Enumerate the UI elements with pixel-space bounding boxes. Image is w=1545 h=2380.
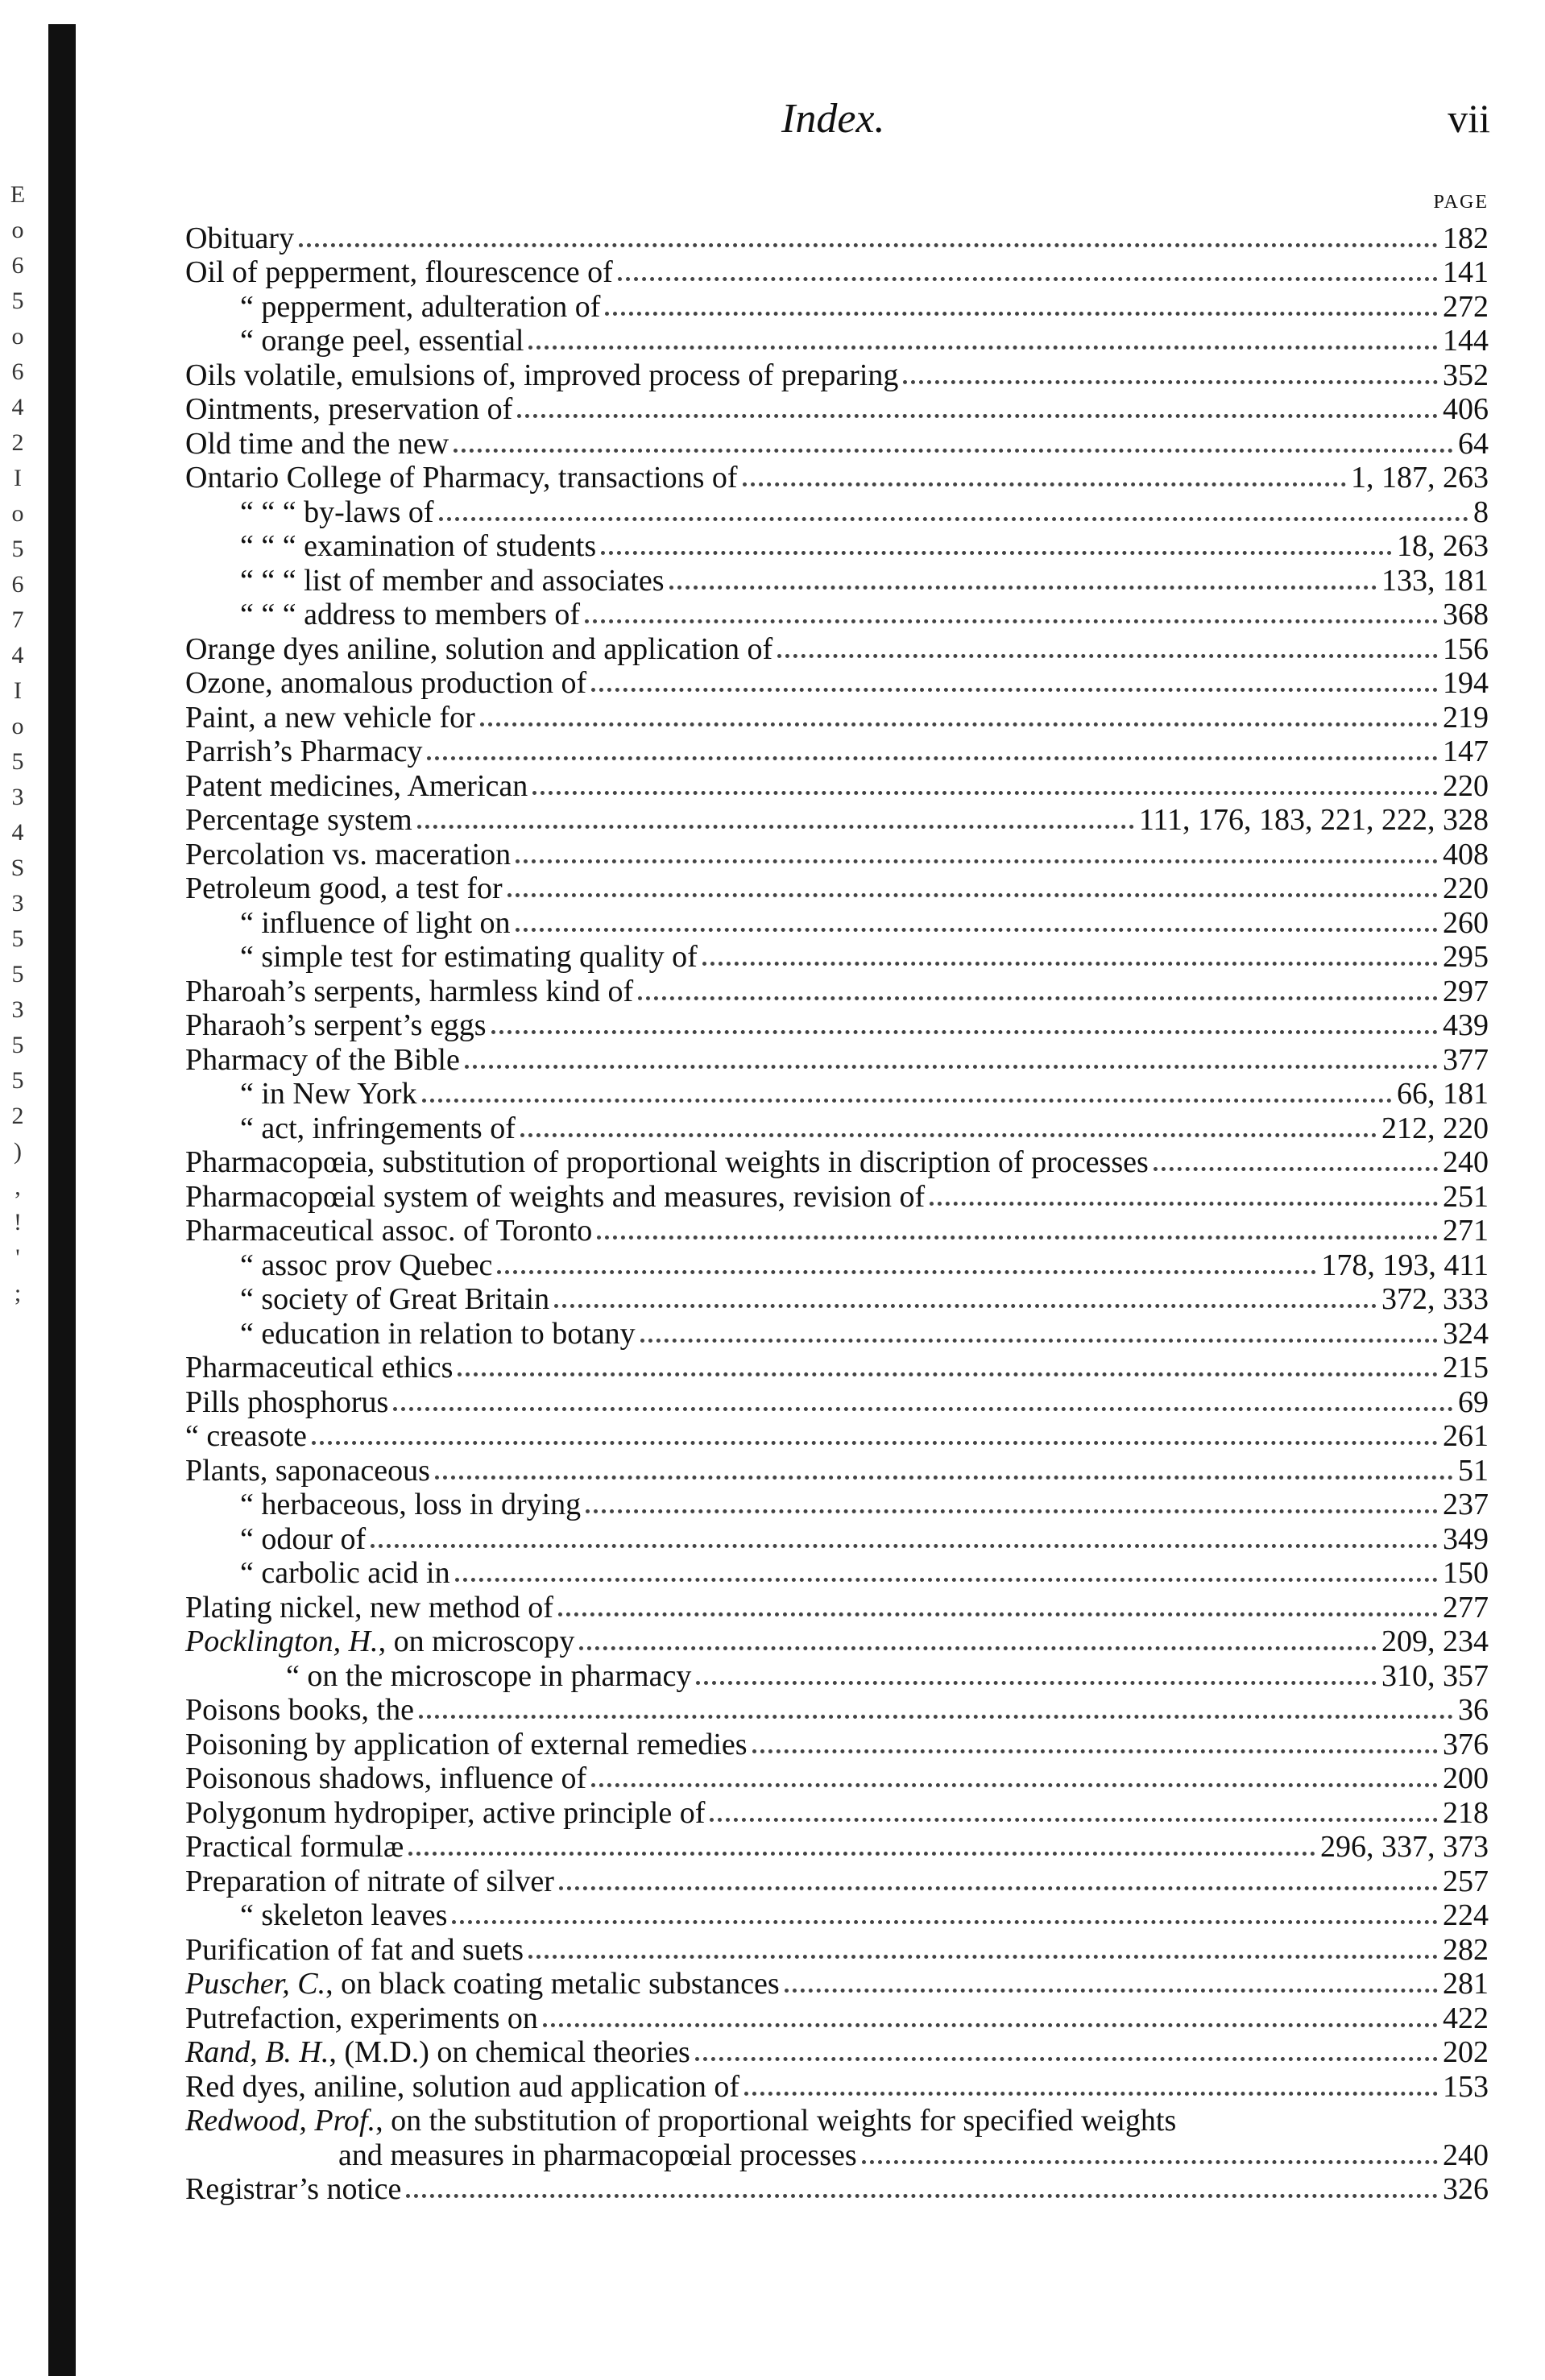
entry-pages: 251 <box>1443 1179 1489 1214</box>
bleed-char: o <box>11 323 24 350</box>
index-entry <box>185 735 1489 769</box>
entry-pages: 218 <box>1443 1795 1489 1830</box>
entry-text: “ skeleton leaves <box>240 1898 448 1932</box>
entry-pages: 310, 357 <box>1381 1658 1489 1693</box>
dot-leader <box>516 928 1438 932</box>
entry-pages: 376 <box>1443 1727 1489 1761</box>
dot-leader <box>558 1612 1438 1616</box>
entry-text: “ simple test for estimating quality of <box>240 940 698 974</box>
entry-pages: 368 <box>1443 598 1489 631</box>
entry-text: Percentage system <box>185 803 412 837</box>
entry-text: Purification of fat and suets <box>185 1932 524 1967</box>
index-entry <box>185 255 1489 290</box>
entry-text: Redwood, Prof., on the substitution of proportional weights for specified weights <box>185 2104 1177 2138</box>
entry-text: Plants, saponaceous <box>185 1453 430 1488</box>
entry-text: Percolation vs. maceration <box>185 837 512 871</box>
entry-pages: 133, 181 <box>1381 563 1489 598</box>
dot-leader <box>743 482 1346 486</box>
entry-pages: 51 <box>1458 1453 1489 1488</box>
margin-bleed-characters <box>0 177 35 1311</box>
dot-leader <box>452 1920 1438 1924</box>
entry-text: Petroleum good, a test for <box>185 871 503 905</box>
bleed-char: 3 <box>11 890 24 917</box>
entry-pages: 237 <box>1443 1488 1489 1521</box>
dot-leader <box>299 243 1438 247</box>
index-entry <box>185 700 1489 735</box>
bleed-char: o <box>11 217 24 243</box>
dot-leader <box>480 722 1438 726</box>
index-entry <box>185 1385 1489 1419</box>
entry-text: “ education in relation to botany <box>240 1316 636 1351</box>
index-entry <box>185 871 1489 906</box>
index-entry <box>185 392 1489 427</box>
entry-text: Pocklington, H., on microscopy <box>185 1625 575 1658</box>
entry-pages: 282 <box>1443 1932 1489 1967</box>
entry-pages: 150 <box>1443 1556 1489 1590</box>
dot-leader <box>605 312 1438 316</box>
entry-text: “ society of Great Britain <box>240 1282 550 1316</box>
entry-text: Oils volatile, emulsions of, improved process of preparing <box>185 358 899 392</box>
entry-text: Pharmacy of the Bible <box>185 1042 460 1077</box>
index-entry <box>185 631 1489 666</box>
index-entry <box>185 1282 1489 1317</box>
dot-leader <box>903 380 1438 384</box>
entry-text: Pharmacopœial system of weights and measures, revision of <box>185 1179 926 1214</box>
dot-leader <box>554 1304 1377 1308</box>
running-title: Index. <box>781 96 885 142</box>
bleed-char: ) <box>14 1138 22 1165</box>
entry-text: “ pepperment, adulteration of <box>240 289 601 324</box>
entry-pages: 215 <box>1443 1351 1489 1385</box>
dot-leader <box>585 619 1438 623</box>
entry-pages: 69 <box>1458 1385 1489 1419</box>
index-entry <box>185 1727 1489 1761</box>
entry-pages: 377 <box>1443 1042 1489 1077</box>
index-entry <box>185 598 1489 632</box>
index-entry <box>185 837 1489 871</box>
bleed-char: , <box>14 1173 21 1200</box>
entry-text: “ influence of light on <box>240 905 511 940</box>
index-entry <box>185 2172 1489 2207</box>
index-entry <box>185 1145 1489 1180</box>
entry-pages: 194 <box>1443 666 1489 700</box>
entry-pages: 257 <box>1443 1864 1489 1898</box>
dot-leader <box>862 2160 1438 2164</box>
bleed-char: 2 <box>11 1103 24 1129</box>
bleed-char: ; <box>14 1280 22 1306</box>
dot-leader <box>710 1818 1438 1822</box>
bleed-char: o <box>11 713 24 739</box>
bleed-char: 5 <box>11 536 24 562</box>
index-entry <box>185 2001 1489 2035</box>
dot-leader <box>618 277 1438 281</box>
dot-leader <box>507 893 1438 897</box>
index-entry <box>185 1453 1489 1488</box>
bleed-char: ' <box>15 1244 20 1271</box>
entry-pages: 178, 193, 411 <box>1321 1248 1489 1282</box>
entry-text: Poisonous shadows, influence of <box>185 1761 587 1795</box>
entry-text: Pills phosphorus <box>185 1385 389 1419</box>
entry-pages: 182 <box>1443 221 1489 255</box>
index-entry <box>185 1830 1489 1865</box>
index-entry <box>185 1316 1489 1351</box>
dot-leader <box>591 1783 1438 1787</box>
entry-pages: 240 <box>1443 2138 1489 2172</box>
index-entry <box>185 324 1489 358</box>
index-entry <box>185 1795 1489 1830</box>
bleed-char: 4 <box>11 394 24 420</box>
index-entry <box>185 1761 1489 1796</box>
dot-leader <box>696 1681 1377 1685</box>
entry-text: Rand, B. H., (M.D.) on chemical theories <box>185 2035 690 2069</box>
dot-leader <box>417 825 1134 829</box>
entry-pages: 36 <box>1458 1693 1489 1727</box>
index-entry <box>185 289 1489 324</box>
entry-pages: 295 <box>1443 940 1489 974</box>
index-entry <box>185 426 1489 461</box>
entry-pages: 153 <box>1443 2069 1489 2104</box>
entry-text: Pharmaceutical assoc. of Toronto <box>185 1214 593 1248</box>
dot-leader <box>586 1509 1438 1513</box>
index-entry <box>185 768 1489 803</box>
entry-pages: 408 <box>1443 837 1489 871</box>
dot-leader <box>744 2092 1438 2096</box>
index-entry <box>185 1008 1489 1043</box>
index-entry <box>185 803 1489 838</box>
entry-text: “ in New York <box>240 1077 417 1111</box>
entry-text: Poisons books, the <box>185 1693 414 1727</box>
bleed-char: 6 <box>11 358 24 385</box>
entry-pages: 18, 263 <box>1397 529 1489 563</box>
index-entry <box>185 1419 1489 1454</box>
index-entry <box>185 1932 1489 1967</box>
bleed-char: 2 <box>11 429 24 456</box>
index-entry <box>185 529 1489 564</box>
entry-pages: 209, 234 <box>1381 1625 1489 1658</box>
entry-pages: 8 <box>1473 495 1489 529</box>
dot-leader <box>532 791 1438 795</box>
entry-text: Putrefaction, experiments on <box>185 2001 538 2035</box>
entry-text: “ “ “ address to members of <box>240 598 581 631</box>
bleed-char: 7 <box>11 606 24 633</box>
dot-leader <box>752 1749 1438 1753</box>
entry-pages: 260 <box>1443 905 1489 940</box>
entry-text: “ herbaceous, loss in drying <box>240 1488 582 1521</box>
bleed-char: 5 <box>11 288 24 314</box>
index-entry <box>185 358 1489 392</box>
dot-leader <box>695 2057 1438 2061</box>
dot-leader <box>393 1407 1453 1411</box>
index-entry <box>185 1864 1489 1898</box>
entry-pages: 219 <box>1443 700 1489 735</box>
dot-leader <box>669 586 1377 590</box>
entry-pages: 277 <box>1443 1590 1489 1625</box>
entry-text: “ act, infringements of <box>240 1111 516 1145</box>
dot-leader <box>458 1372 1438 1376</box>
index-entry <box>185 1693 1489 1728</box>
entry-pages: 66, 181 <box>1397 1077 1489 1111</box>
entry-text: “ “ “ by-laws of <box>240 495 434 529</box>
dot-leader <box>517 414 1438 418</box>
index-entry <box>185 1077 1489 1111</box>
index-entry <box>185 2035 1489 2070</box>
dot-leader <box>930 1202 1438 1206</box>
entry-pages: 1, 187, 263 <box>1351 461 1489 495</box>
index-entry <box>185 221 1489 255</box>
bleed-char: 5 <box>11 1032 24 1058</box>
index-entry <box>185 1179 1489 1214</box>
binding-shadow <box>48 24 76 2376</box>
entry-pages: 220 <box>1443 768 1489 803</box>
dot-leader <box>419 1715 1453 1719</box>
dot-leader <box>371 1544 1438 1548</box>
entry-text: Ozone, anomalous production of <box>185 666 587 700</box>
bleed-char: 3 <box>11 784 24 810</box>
entry-text: Registrar’s notice <box>185 2172 402 2206</box>
entry-pages: 147 <box>1443 735 1489 768</box>
entry-text: Pharmacopœia, substitution of proportional weights in discription of processes <box>185 1145 1149 1179</box>
dot-leader <box>406 2194 1438 2198</box>
entry-text: and measures in pharmacopœial processes <box>338 2138 857 2172</box>
entry-pages: 111, 176, 183, 221, 222, 328 <box>1138 803 1489 837</box>
entry-pages: 220 <box>1443 871 1489 905</box>
dot-leader <box>601 551 1392 555</box>
bleed-char: 3 <box>11 996 24 1023</box>
bleed-char: 5 <box>11 961 24 987</box>
dot-leader <box>528 346 1438 350</box>
index-entry <box>185 461 1489 495</box>
entry-text: Poisoning by application of external remedies <box>185 1727 748 1761</box>
index-entry <box>185 905 1489 940</box>
bleed-char: I <box>14 465 22 491</box>
index-entry <box>185 2069 1489 2104</box>
dot-leader <box>439 517 1468 521</box>
bleed-char: 6 <box>11 252 24 279</box>
dot-leader <box>435 1476 1453 1480</box>
index-entry <box>185 1556 1489 1591</box>
entry-text: Ointments, preservation of <box>185 392 513 426</box>
entry-pages: 202 <box>1443 2035 1489 2069</box>
entry-pages: 372, 333 <box>1381 1282 1489 1316</box>
entry-text: Parrish’s Pharmacy <box>185 735 423 768</box>
dot-leader <box>497 1270 1316 1274</box>
index-entry <box>185 495 1489 529</box>
index-entry <box>185 1248 1489 1282</box>
dot-leader <box>516 859 1438 863</box>
entry-text: “ on the microscope in pharmacy <box>286 1658 692 1693</box>
dot-leader <box>408 1852 1315 1856</box>
bleed-char: o <box>11 500 24 527</box>
bleed-char: 4 <box>11 819 24 846</box>
page-number: vii <box>1448 96 1490 141</box>
entry-text: Plating nickel, new method of <box>185 1590 553 1625</box>
entry-text: Preparation of nitrate of silver <box>185 1864 554 1898</box>
index-entry <box>185 940 1489 975</box>
bleed-char: 5 <box>11 925 24 952</box>
dot-leader <box>520 1133 1377 1137</box>
bleed-char: 5 <box>11 1067 24 1094</box>
entry-pages: 261 <box>1443 1419 1489 1453</box>
entry-pages: 349 <box>1443 1521 1489 1556</box>
dot-leader <box>785 1989 1438 1993</box>
entry-text: Oil of pepperment, flourescence of <box>185 255 613 289</box>
entry-text: “ odour of <box>240 1521 367 1556</box>
index-entry <box>185 1625 1489 1659</box>
dot-leader <box>579 1646 1377 1650</box>
index-entry <box>185 1111 1489 1145</box>
entry-pages: 141 <box>1443 255 1489 289</box>
entry-pages: 297 <box>1443 974 1489 1008</box>
entry-text: “ creasote <box>185 1419 307 1453</box>
entry-text: “ “ “ examination of students <box>240 529 597 563</box>
entry-pages: 156 <box>1443 631 1489 666</box>
dot-leader <box>491 1030 1438 1034</box>
index-entry <box>185 1214 1489 1248</box>
dot-leader <box>427 756 1438 760</box>
entry-text: “ “ “ list of member and associates <box>240 563 665 598</box>
dot-leader <box>454 449 1453 453</box>
bleed-char: 5 <box>11 748 24 775</box>
entry-pages: 406 <box>1443 392 1489 426</box>
dot-leader <box>638 996 1438 1000</box>
entry-text: Practical formulæ <box>185 1830 404 1864</box>
entry-pages: 64 <box>1458 426 1489 461</box>
entry-text: Obituary <box>185 221 295 255</box>
dot-leader <box>559 1886 1438 1890</box>
dot-leader <box>597 1236 1438 1240</box>
page-header <box>185 95 1490 159</box>
index-entry <box>185 563 1489 598</box>
index-entry <box>185 1488 1489 1522</box>
index-entry <box>185 2104 1489 2138</box>
entry-pages: 296, 337, 373 <box>1320 1830 1489 1864</box>
dot-leader <box>455 1578 1438 1582</box>
entry-text: “ assoc prov Quebec <box>240 1248 493 1282</box>
entry-text: Pharaoh’s serpent’s eggs <box>185 1008 487 1042</box>
entry-pages: 271 <box>1443 1214 1489 1248</box>
index-entry <box>185 1590 1489 1625</box>
entry-text: Old time and the new <box>185 426 449 461</box>
entry-pages: 272 <box>1443 289 1489 324</box>
page-column-label: PAGE <box>1433 192 1489 213</box>
entry-text: Red dyes, aniline, solution aud application of <box>185 2069 740 2104</box>
index-entry-list <box>185 221 1489 2206</box>
bleed-char: E <box>10 181 26 208</box>
dot-leader <box>528 1955 1438 1959</box>
entry-pages: 439 <box>1443 1008 1489 1042</box>
index-entry <box>185 1658 1489 1693</box>
dot-leader <box>465 1065 1438 1069</box>
index-entry <box>185 1967 1489 2001</box>
entry-pages: 324 <box>1443 1316 1489 1351</box>
index-entry <box>185 1898 1489 1933</box>
entry-pages: 281 <box>1443 1967 1489 2001</box>
entry-text: “ orange peel, essential <box>240 324 524 358</box>
bleed-char: 6 <box>11 571 24 598</box>
bleed-char: S <box>10 855 25 881</box>
entry-pages: 144 <box>1443 324 1489 358</box>
entry-text: “ carbolic acid in <box>240 1556 450 1590</box>
dot-leader <box>591 688 1438 692</box>
entry-pages: 212, 220 <box>1381 1111 1489 1145</box>
entry-text: Patent medicines, American <box>185 768 528 803</box>
dot-leader <box>1154 1167 1438 1171</box>
entry-text: Paint, a new vehicle for <box>185 700 475 735</box>
bleed-char: 4 <box>11 642 24 668</box>
entry-pages: 352 <box>1443 358 1489 392</box>
index-entry <box>185 666 1489 701</box>
dot-leader <box>312 1441 1438 1445</box>
entry-text: Polygonum hydropiper, active principle of <box>185 1795 706 1830</box>
dot-leader <box>640 1339 1438 1343</box>
dot-leader <box>777 654 1438 658</box>
entry-text: Pharmaceutical ethics <box>185 1351 454 1385</box>
entry-pages: 326 <box>1443 2172 1489 2206</box>
entry-text: Puscher, C., on black coating metalic substances <box>185 1967 780 2001</box>
entry-text: Pharoah’s serpents, harmless kind of <box>185 974 634 1008</box>
dot-leader <box>702 962 1438 966</box>
index-entry <box>185 1042 1489 1077</box>
entry-text: Orange dyes aniline, solution and application of <box>185 631 773 666</box>
index-entry <box>185 2138 1489 2172</box>
entry-pages: 224 <box>1443 1898 1489 1932</box>
index-entry <box>185 1351 1489 1385</box>
entry-pages: 240 <box>1443 1145 1489 1179</box>
dot-leader <box>422 1099 1392 1103</box>
bleed-char: ! <box>14 1209 22 1236</box>
bleed-char: I <box>14 677 22 704</box>
index-entry <box>185 1521 1489 1556</box>
entry-text: Ontario College of Pharmacy, transactions of <box>185 461 738 495</box>
entry-pages: 422 <box>1443 2001 1489 2035</box>
entry-pages: 200 <box>1443 1761 1489 1795</box>
dot-leader <box>543 2023 1438 2027</box>
index-entry <box>185 974 1489 1008</box>
